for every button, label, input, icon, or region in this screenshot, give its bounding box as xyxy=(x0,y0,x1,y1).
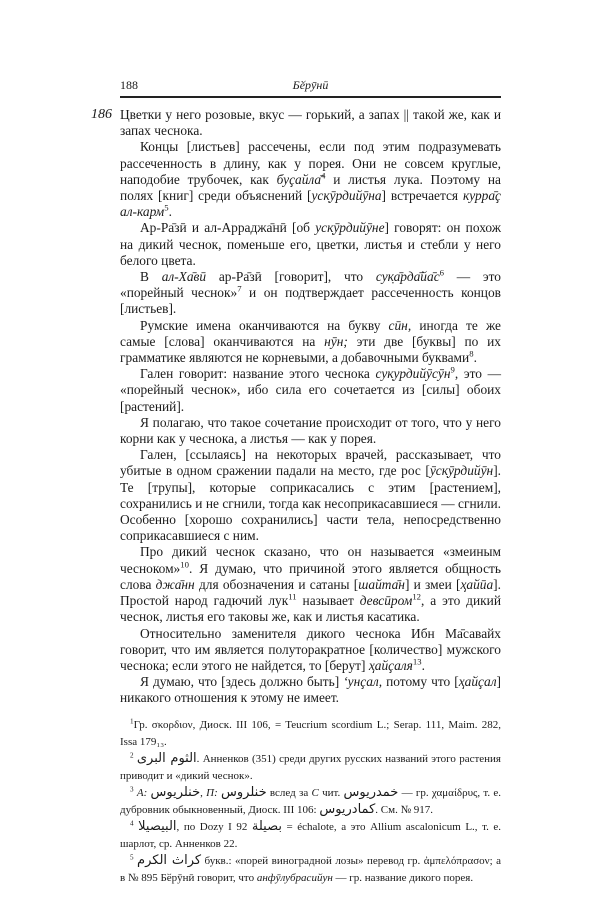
footnote xyxy=(120,819,501,853)
text-run: Гален говорит: название этого чеснока xyxy=(140,366,376,382)
italic-term: А: xyxy=(136,786,148,799)
text-run: потому что [ xyxy=(382,674,459,690)
italic-term: сӣн, xyxy=(388,317,412,333)
text-run: = échalote, а это Allium ascalonicum L., т. е. шарлот, ср. Анненков 22. xyxy=(120,820,502,850)
footnote-ref: 1 xyxy=(130,716,134,725)
text-run: и он подтверждает рассеченность концов [листьев]. xyxy=(120,285,501,317)
text-run: . См. № 917. xyxy=(375,803,434,816)
footnote xyxy=(120,717,501,751)
footnote-ref: 4 xyxy=(321,170,326,181)
main-text xyxy=(120,107,501,707)
text-run: . xyxy=(168,204,172,220)
footnote-ref: 7 xyxy=(237,283,242,294)
text-run: ] встречается xyxy=(381,188,463,204)
italic-term: девсӣром xyxy=(359,593,413,609)
text-run: Румские имена оканчиваются на букву xyxy=(140,317,389,333)
text-run: ] говорят: он похож на дикий чеснок, поменьше его, цветки, листья и стебли у него белого цвета. xyxy=(120,220,501,268)
paragraph xyxy=(120,318,501,367)
text-block xyxy=(91,107,502,707)
arabic-term: كراث الكرم xyxy=(137,852,202,868)
footnote-ref: 4 xyxy=(130,818,134,827)
text-run: . xyxy=(421,657,425,673)
text-run: Про дикий чеснок сказано, что он называется «змеиным чесноком» xyxy=(120,544,501,576)
paragraph xyxy=(120,139,501,220)
footnote-ref: 5 xyxy=(130,852,134,861)
text-run: ] и змеи [ xyxy=(404,576,461,592)
footnote-ref: 5 xyxy=(164,202,169,213)
footnote-ref: 13 xyxy=(412,656,422,667)
arabic-term: خمدريوس xyxy=(343,784,399,800)
text-run: Цветки у него розовые, вкус — горький, а запах || такой же, как и запах чеснока. xyxy=(120,107,501,139)
italic-term: сук̣урдийӯсӯн xyxy=(375,366,451,382)
text-run: Гален, [ссылаясь] на некоторых врачей, рассказывает, что убитые в одном сражении падали на место, где рос [ xyxy=(120,447,501,479)
text-run: Я полагаю, что такое сочетание происходит от того, что у него корни как у чеснока, а листья — как у порея. xyxy=(120,414,501,447)
paragraph xyxy=(120,447,501,544)
italic-term: шайта̄н xyxy=(358,576,405,592)
italic-term: С xyxy=(311,786,319,799)
footnote-ref: 2 xyxy=(130,750,134,759)
text-run: — это «порейный чеснок» xyxy=(120,269,502,301)
footnote-ref: 9 xyxy=(450,364,455,375)
text-run: называет xyxy=(296,593,360,609)
footnote xyxy=(120,751,501,785)
text-run: , xyxy=(200,786,207,799)
text-run: , а это дикий чеснок, листья его таковы же, как и листья касатика. xyxy=(120,593,501,625)
text-run: ] никакого отношения к этому не имеет. xyxy=(120,674,501,706)
italic-term: ҳайҫаля xyxy=(368,657,413,673)
text-run: и листья лука. Поэтому на полях [книг] среди объяснений [ xyxy=(120,171,501,204)
margin-folio-number: 186 xyxy=(91,107,112,122)
footnote-ref: 8 xyxy=(469,348,474,359)
italic-term: курра̄ҫ ал-карм xyxy=(120,188,501,220)
footnote-ref: 10 xyxy=(180,559,189,570)
paragraph xyxy=(120,107,501,139)
text-run: иногда те же самые [слова] оканчиваются на xyxy=(120,317,501,349)
text-run: , это — «порейный чеснок», ибо сила его сочетается из [силы] обоих [растений]. xyxy=(120,366,501,414)
paragraph xyxy=(120,626,501,675)
italic-term: буҫайла̄ xyxy=(276,171,322,187)
running-title: Бӗрӯнӣ xyxy=(292,78,329,92)
italic-term: ал-Ха̄вӣ xyxy=(161,269,207,285)
text-run: Концы [листьев] рассечены, если под этим подразумевать рассеченность в длину, как у порея. Они не совсем круглые, наподобие трубочек, как xyxy=(120,139,501,187)
italic-term: нӯн; xyxy=(324,333,348,349)
text-run: ]. Простой народ гадючий лук xyxy=(120,576,501,609)
page xyxy=(91,0,502,917)
text-run: ар-Ра̄зӣ [говорит], что xyxy=(206,269,376,285)
paragraph xyxy=(120,220,501,269)
page-number: 188 xyxy=(120,78,138,92)
paragraph xyxy=(120,544,501,625)
text-run: чит. xyxy=(318,786,344,799)
arabic-term: البيصيلا xyxy=(138,818,177,834)
text-run: В xyxy=(140,269,162,285)
italic-term: ҳайӣа xyxy=(460,576,494,592)
italic-term: ʻунҫал, xyxy=(343,674,383,690)
arabic-term: الثوم البرى xyxy=(136,750,197,766)
arabic-term: بصيلة xyxy=(251,818,282,834)
italic-term: ҳайҫал xyxy=(458,674,497,690)
text-run: , по Dozy I 92 xyxy=(176,820,252,833)
paragraph xyxy=(120,269,501,318)
text-run: Я думаю, что [здесь должно быть] xyxy=(140,674,344,690)
footnote-ref: 6 xyxy=(439,267,444,278)
footnotes xyxy=(120,717,501,887)
paragraph xyxy=(120,366,501,415)
text-run: вслед за xyxy=(266,786,312,799)
italic-term: ӯск̣ӯрдийӯн xyxy=(429,463,494,479)
text-run: . xyxy=(473,350,477,366)
italic-term: анфӯлубрасийун xyxy=(256,871,333,884)
italic-term: уск̣ӯрдийӯне xyxy=(315,220,385,236)
footnote-ref: 12 xyxy=(412,591,422,602)
text-run: — гр. χαμαίδρυς, т. е. дубровник обыкновенный, Диоск. III 106: xyxy=(120,786,502,816)
text-run: Ар-Ра̄зӣ и ал-Арраджа̄нӣ [об xyxy=(140,220,316,236)
footnote-ref: 3 xyxy=(130,784,134,793)
arabic-term: خنلروس xyxy=(221,784,267,800)
italic-term: уск̣ӯрдийӯна xyxy=(311,188,382,204)
arabic-term: خنلريوس xyxy=(150,784,201,800)
text-run: . Анненков (351) среди других русских названий этого растения приводит и «дикий чеснок». xyxy=(120,752,501,782)
italic-term: сук̣а̄рда̄йа̄с xyxy=(375,269,440,285)
text-run: . Я думаю, что причиной этого является общность слова xyxy=(120,560,501,592)
italic-term: джа̄нн xyxy=(155,576,195,592)
paragraph xyxy=(120,415,501,447)
text-run: — гр. название дикого порея. xyxy=(332,871,474,884)
text-run: Относительно заменителя дикого чеснока Ибн Ма̄савайх говорит, что им является полуторакратное [количество] мужского чеснока; если этого не найдется, то [берут] xyxy=(120,625,501,673)
text-run: Гр. σκορδιον, Диоск. III 106, = Teucrium scordium L.; Serap. 111, Maim. 282, Issa 179₁₃. xyxy=(120,718,501,748)
paragraph xyxy=(120,674,501,706)
footnote xyxy=(120,853,501,887)
footnote-ref: 11 xyxy=(288,591,297,602)
text-run: эти две [буквы] по их грамматике являются не корневыми, а добавочными буквами xyxy=(120,333,501,366)
italic-term: П: xyxy=(206,786,218,799)
arabic-term: كمادريوس xyxy=(319,801,376,817)
text-run: букв.: «порей виноградной лозы» перевод гр. ἀμπελόπρασον; а в № 895 Бӗрӯнӣ говорит, что xyxy=(120,854,502,884)
text-run: для обозначения и сатаны [ xyxy=(194,576,359,592)
text-run: ]. Те [трупы], которые соприкасались с этим [растением], сохранились и не сгнили, тогда как несоприкасавшиеся — сгнили. Особенно [хорошо сохранились] части тела, непосредственно соприкасавшиеся с ним. xyxy=(120,463,501,544)
footnote xyxy=(120,785,501,819)
running-header xyxy=(120,76,501,98)
